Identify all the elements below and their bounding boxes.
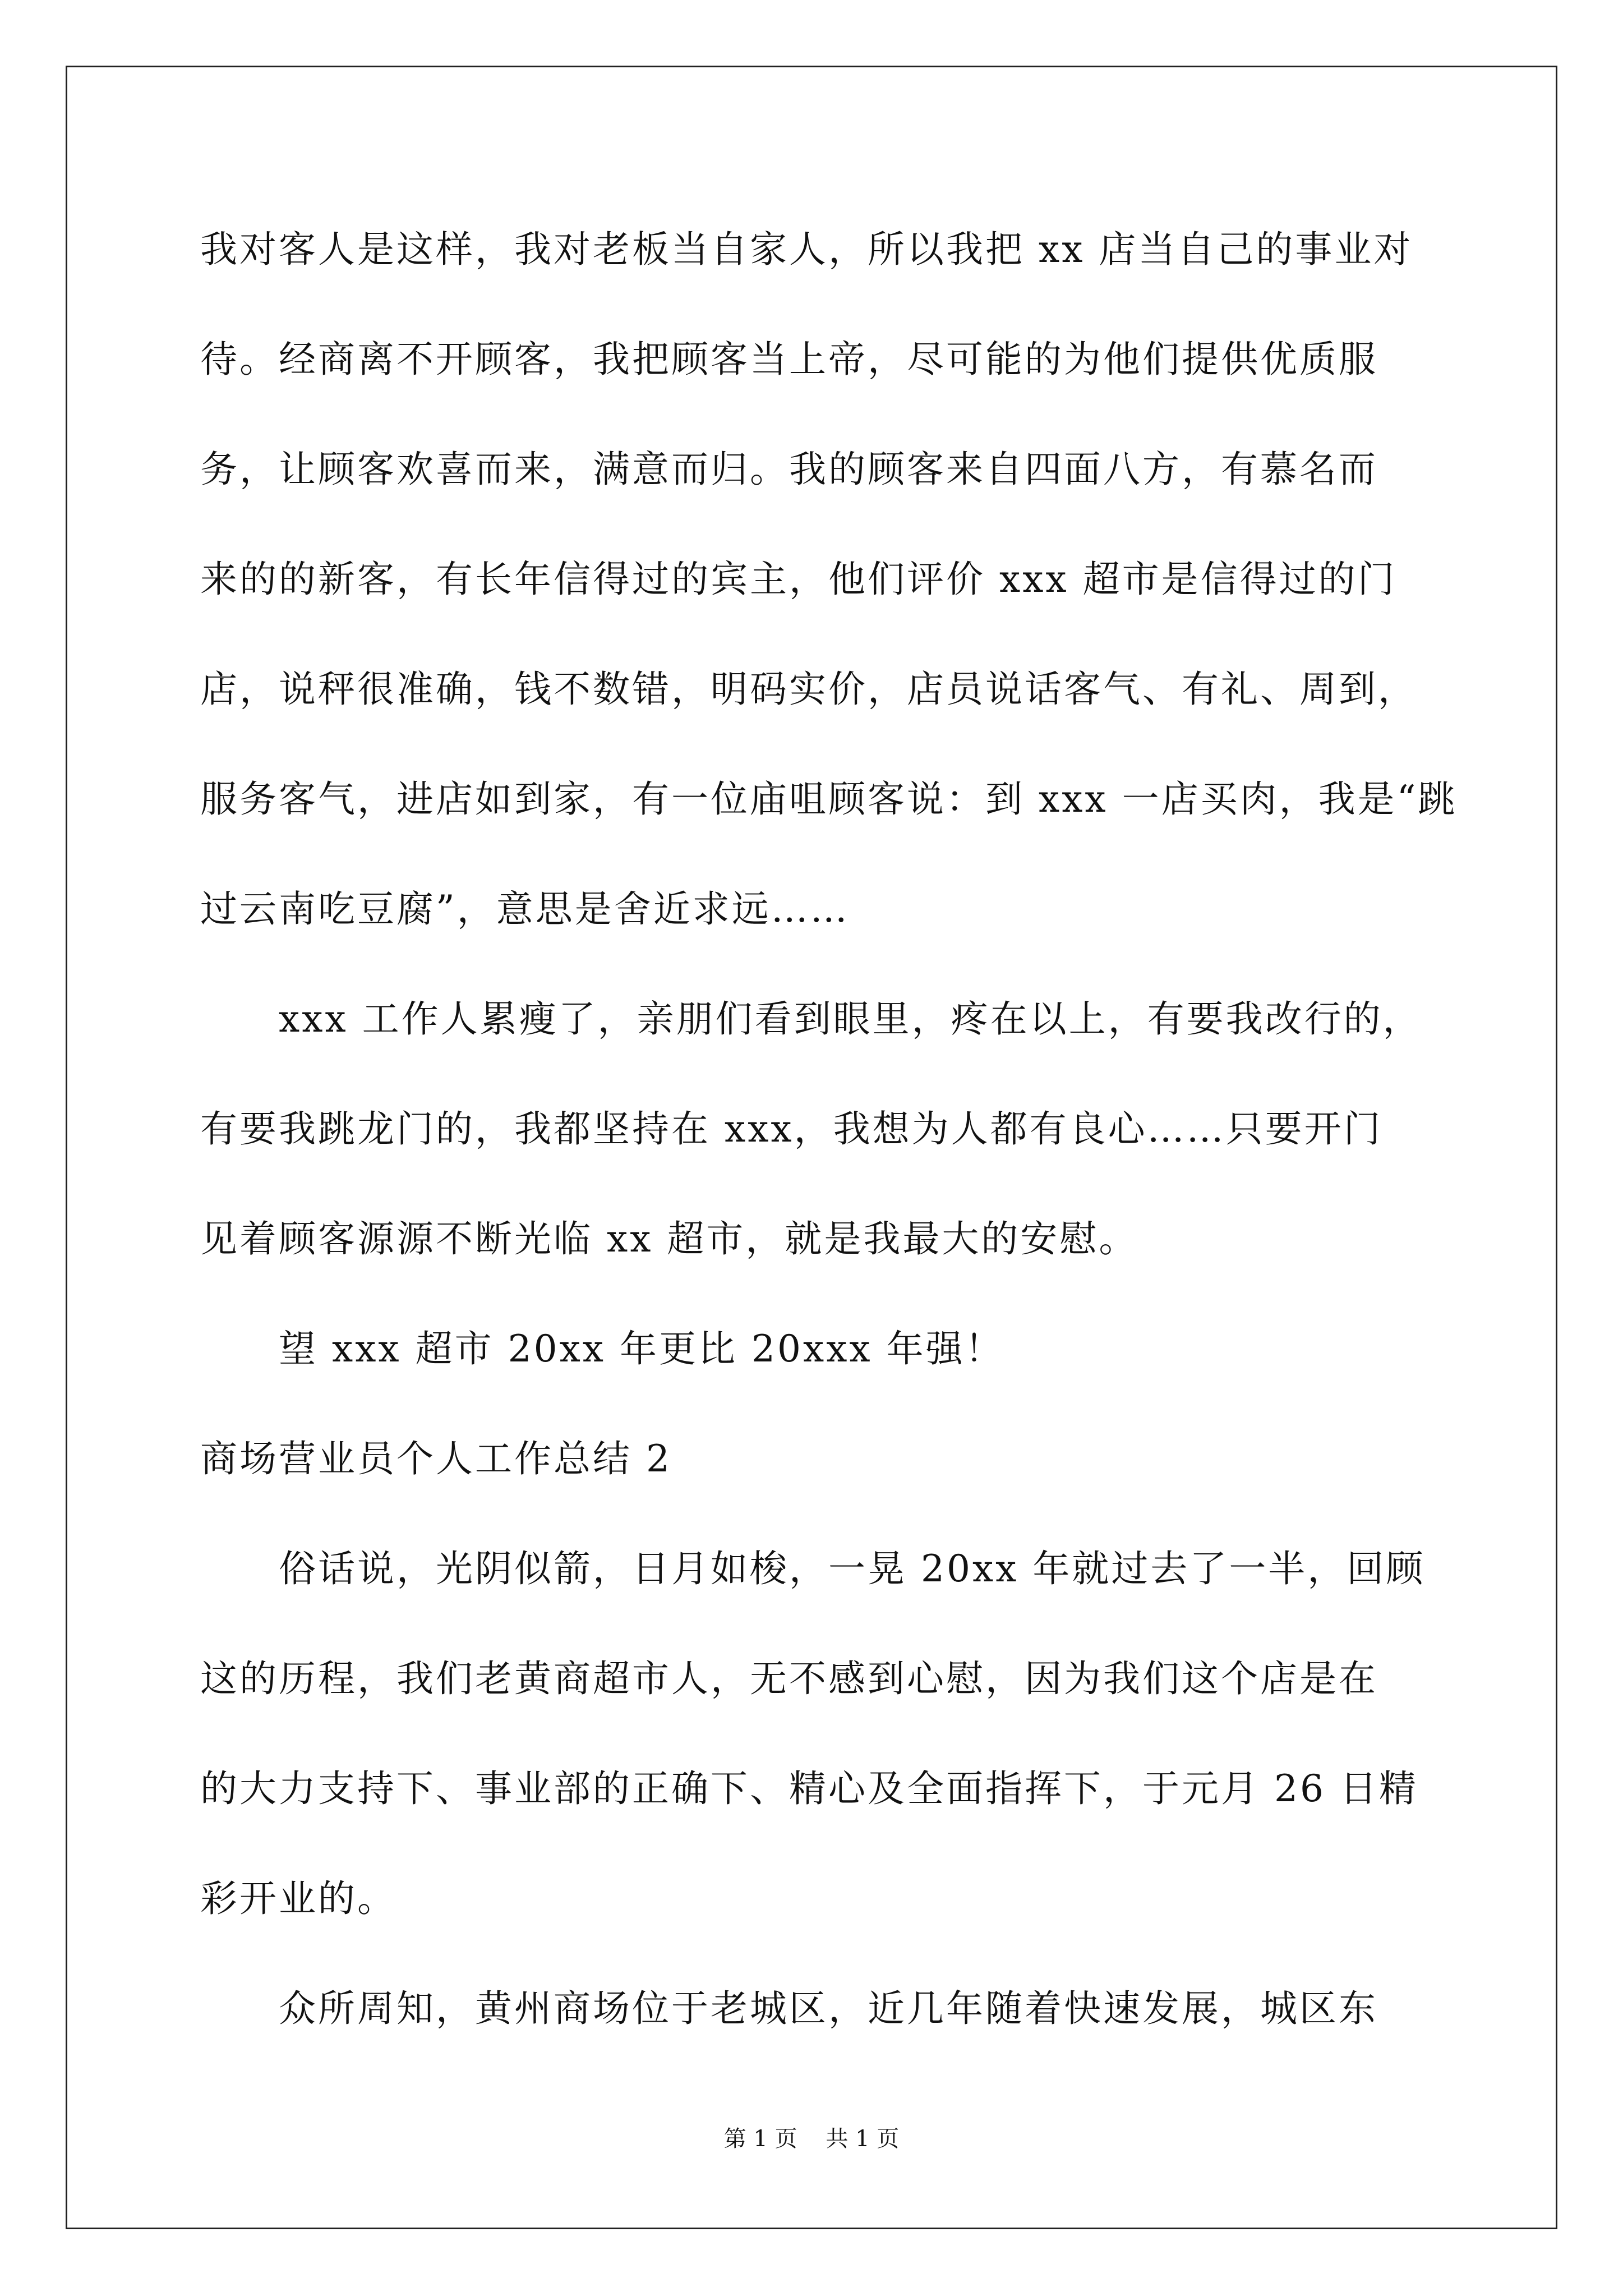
paragraph-start-line: xxx 工作人累瘦了，亲朋们看到眼里，疼在以上，有要我改行的， <box>279 997 1422 1041</box>
text-line: 来的的新客，有长年信得过的宾主，他们评价 xxx 超市是信得过的门 <box>200 558 1397 601</box>
text-line: 的大力支持下、事业部的正确下、精心及全面指挥下，于元月 26 日精 <box>200 1767 1418 1810</box>
text-line: 这的历程，我们老黄商超市人，无不感到心慰，因为我们这个店是在 <box>200 1657 1378 1700</box>
text-line: 服务客气，进店如到家，有一位庙咀顾客说：到 xxx 一店买肉，我是“跳 <box>200 777 1458 821</box>
text-line: 我对客人是这样，我对老板当自家人，所以我把 xx 店当自己的事业对 <box>200 228 1413 271</box>
section-heading: 商场营业员个人工作总结 2 <box>200 1437 672 1480</box>
page-footer: 第 1 页 共 1 页 <box>723 2126 900 2152</box>
text-line: 过云南吃豆腐”，意思是舍近求远…… <box>200 887 850 931</box>
text-line: 务，让顾客欢喜而来，满意而归。我的顾客来自四面八方，有慕名而 <box>200 448 1378 491</box>
paragraph-start-line: 望 xxx 超市 20xx 年更比 20xxx 年强！ <box>279 1327 1004 1370</box>
text-line: 待。经商离不开顾客，我把顾客当上帝，尽可能的为他们提供优质服 <box>200 338 1378 381</box>
text-line: 见着顾客源源不断光临 xx 超市，就是我最大的安慰。 <box>200 1217 1138 1260</box>
text-line: 彩开业的。 <box>200 1877 396 1920</box>
text-line: 有要我跳龙门的，我都坚持在 xxx，我想为人都有良心……只要开门 <box>200 1107 1383 1151</box>
paragraph-start-line: 俗话说，光阴似箭，日月如梭，一晃 20xx 年就过去了一半，回顾 <box>279 1547 1426 1590</box>
paragraph-start-line: 众所周知，黄州商场位于老城区，近几年随着快速发展，城区东 <box>279 1987 1378 2030</box>
text-line: 店，说秤很准确，钱不数错，明码实价，店员说话客气、有礼、周到， <box>200 668 1417 711</box>
